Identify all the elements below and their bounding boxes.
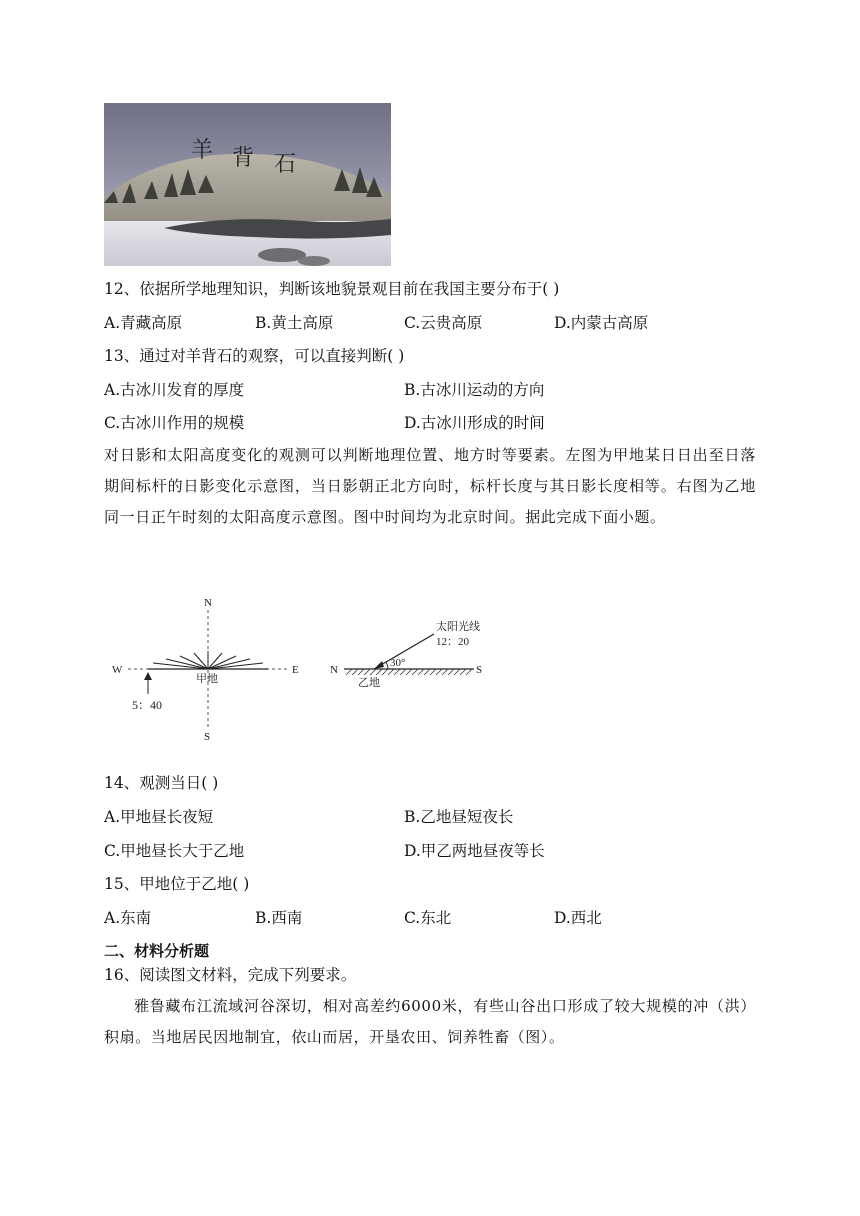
roche-moutonnee-photo [104,103,391,266]
question-12-option-a: A.青藏高原 [104,314,183,332]
question-15-option-d: D.西北 [554,909,602,927]
question-14-option-b: B.乙地昼短夜长 [404,808,514,826]
question-12-option-d: D.内蒙古高原 [554,314,649,332]
sun-ray-label: 太阳光线 [436,621,480,633]
question-15-option-b: B.西南 [255,909,303,927]
question-14-option-c: C.甲地昼长大于乙地 [104,842,245,860]
question-14-option-a: A.甲地昼长夜短 [104,808,214,826]
left-north-label: N [204,597,212,609]
sunrise-time-label: 5：40 [132,698,163,712]
question-14-option-d: D.甲乙两地昼夜等长 [404,842,545,860]
question-12-option-c: C.云贵高原 [404,314,483,332]
material-intro-paragraph: 对日影和太阳高度变化的观测可以判断地理位置、地方时等要素。左图为甲地某日日出至日落期间标杆的日影变化示意图，当日影朝正北方向时，标杆长度与其日影长度相等。右图为乙地同一日正午时刻的太阳高度示意图。图中时间均为北京时间。据此完成下面小题。 [104,446,756,526]
left-east-label: E [292,664,299,676]
photo-label-char-1: 羊 [191,138,216,163]
yi-place-label: 乙地 [358,677,380,689]
question-15-option-a: A.东南 [104,909,152,927]
question-12-stem: 12、依据所学地理知识，判断该地貌景观目前在我国主要分布于( ) [104,280,560,298]
question-16-material: 雅鲁藏布江流域河谷深切，相对高差约6000米，有些山谷出口形成了较大规模的冲（洪）积扇。当地居民因地制宜，依山而居，开垦农田、饲养牲畜（图）。 [104,997,756,1046]
question-15-option-c: C.东北 [404,909,452,927]
question-13-option-d: D.古冰川形成的时间 [404,414,545,432]
noon-time-label: 12：20 [436,636,469,648]
altitude-angle-label: 30° [390,657,406,669]
shadow-diagram-left [108,592,308,744]
photo-label-char-3: 石 [274,152,299,177]
right-south-label: S [476,664,483,676]
question-13-stem: 13、通过对羊背石的观察，可以直接判断( ) [104,347,405,365]
question-15-stem: 15、甲地位于乙地( ) [104,875,250,893]
left-south-label: S [204,731,211,743]
right-north-label: N [330,664,338,676]
question-16-stem: 16、阅读图文材料，完成下列要求。 [104,966,357,984]
question-12-option-b: B.黄土高原 [255,314,334,332]
question-14-stem: 14、观测当日( ) [104,774,219,792]
jia-place-label: 甲地 [196,673,218,685]
section-2-title: 二、材料分析题 [104,942,210,960]
question-13-option-a: A.古冰川发育的厚度 [104,381,245,399]
question-13-option-c: C.古冰川作用的规模 [104,414,245,432]
left-west-label: W [112,664,123,676]
photo-label-char-2: 背 [232,146,257,171]
question-13-option-b: B.古冰川运动的方向 [404,381,545,399]
sun-altitude-diagram-right [326,612,496,692]
landscape-image [104,103,391,266]
